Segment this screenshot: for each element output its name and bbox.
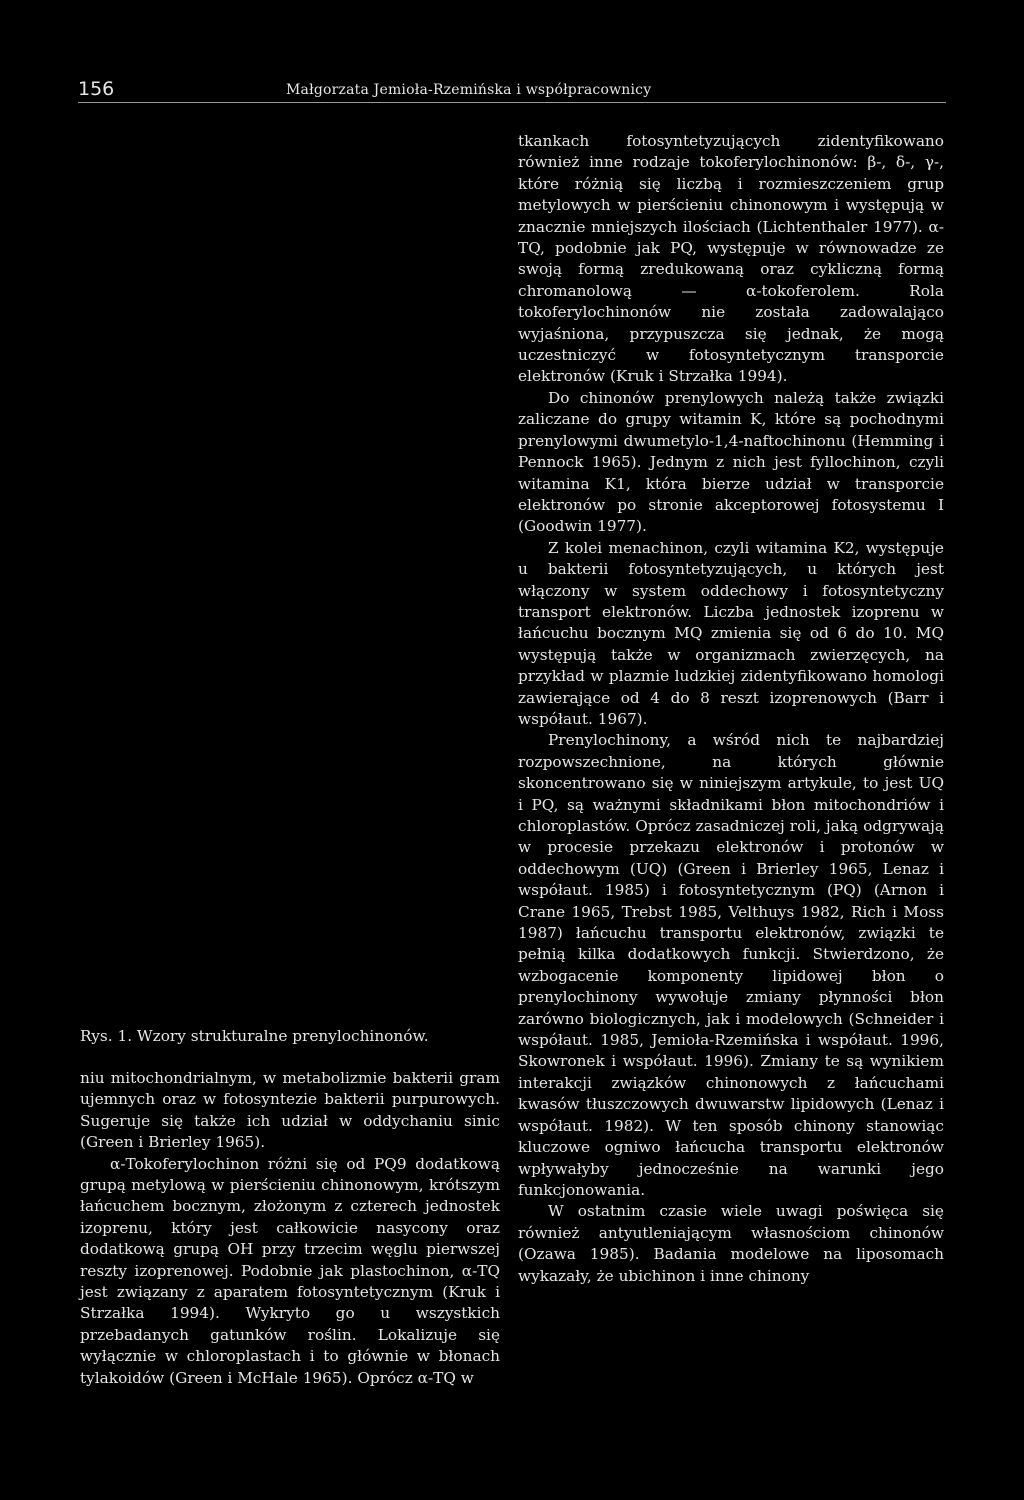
paragraph: Prenylochinony, a wśród nich te najbardziej rozpowszechnione, na których głównie skoncentrowano się w niniejszym artykule, to jest UQ i PQ, są ważnymi składnikami błon mitochondriów i chloroplastów. Oprócz zasadniczej roli, jaką odgrywają w procesie przekazu elektronów i protonów w oddechowym (UQ) (Green i Brierley 1965, Lenaz i współaut. 1985) i fotosyntetycznym (PQ) (Arnon i Crane 1965, Trebst 1985, Velthuys 1982, Rich i Moss 1987) łańcuchu transportu elektronów, związki te pełnią kilka dodatkowych funkcji. Stwierdzono, że wzbogacenie komponenty lipidowej błon o prenylochinony wywołuje zmiany płynności błon zarówno biologicznych, jak i modelowych (Schneider i współaut. 1985, Jemioła-Rzemińska i współaut. 1996, Skowronek i współaut. 1996). Zmiany te są wynikiem interakcji związków chinonowych z łańcuchami kwasów tłuszczowych dwuwarstw lipidowych (Lenaz i współaut. 1982). W ten sposób chinony stanowiąc kluczowe ogniwo łańcucha transportu elektronów wpływałyby jednocześnie na warunki jego funkcjonowania. <box>518 731 944 1199</box>
paragraph: Z kolei menachinon, czyli witamina K2, występuje u bakterii fotosyntetyzujących, u których jest włączony w system oddechowy i fotosyntetyczny transport elektronów. Liczba jednostek izoprenu w łańcuchu bocznym MQ zmienia się od 6 do 10. MQ występują także w organizmach zwierzęcych, na przykład w plazmie ludzkiej zidentyfikowano homologi zawierające od 4 do 8 reszt izoprenowych (Barr i współaut. 1967). <box>518 538 944 728</box>
left-column <box>80 1068 500 1389</box>
paragraph: α-Tokoferylochinon różni się od PQ9 dodatkową grupą metylową w pierścieniu chinonowym, krótszym łańcuchem bocznym, złożonym z czterech jednostek izoprenu, który jest całkowicie nasycony oraz dodatkową grupą OH przy trzecim węglu pierwszej reszty izoprenowej. Podobnie jak plastochinon, α-TQ jest związany z aparatem fotosyntetycznym (Kruk i Strzałka 1994). Wykryto go u wszystkich przebadanych gatunków roślin. Lokalizuje się wyłącznie w chloroplastach i to głównie w błonach tylakoidów (Green i McHale 1965). Oprócz α-TQ w <box>80 1154 500 1387</box>
paragraph: W ostatnim czasie wiele uwagi poświęca się również antyutleniającym własnościom chinonów (Ozawa 1985). Badania modelowe na liposomach wykazały, że ubichinon i inne chinony <box>518 1202 944 1285</box>
page-header <box>78 76 946 103</box>
paragraph: niu mitochondrialnym, w metabolizmie bakterii gram ujemnych oraz w fotosyntezie bakterii purpurowych. Sugeruje się także ich udział w oddychaniu sinic (Green i Brierley 1965). <box>80 1069 500 1152</box>
paragraph: Do chinonów prenylowych należą także związki zaliczane do grupy witamin K, które są pochodnymi prenylowymi dwumetylo-1,4-naftochinonu (Hemming i Pennock 1965). Jednym z nich jest fyllochinon, czyli witamina K1, która bierze udział w transporcie elektronów po stronie akceptorowej fotosystemu I (Goodwin 1977). <box>518 388 944 536</box>
running-title: Małgorzata Jemioła-Rzemińska i współpracownicy <box>286 82 652 98</box>
page-number: 156 <box>78 78 115 100</box>
figure-caption: Rys. 1. Wzory strukturalne prenylochinonów. <box>80 1027 429 1045</box>
paragraph: tkankach fotosyntetyzujących zidentyfikowano również inne rodzaje tokoferylochinonów: β-, δ-, γ-, które różnią się liczbą i rozmieszczeniem grup metylowych w pierścieniu chinonowym i występują w znacznie mniejszych ilościach (Lichtenthaler 1977). α-TQ, podobnie jak PQ, występuje w równowadze ze swoją formą zredukowaną oraz cykliczną formą chromanolową — α-tokoferolem. Rola tokoferylochinonów nie została zadowalająco wyjaśniona, przypuszcza się jednak, że mogą uczestniczyć w fotosyntetycznym transporcie elektronów (Kruk i Strzałka 1994). <box>518 132 944 386</box>
right-column <box>518 131 944 1287</box>
